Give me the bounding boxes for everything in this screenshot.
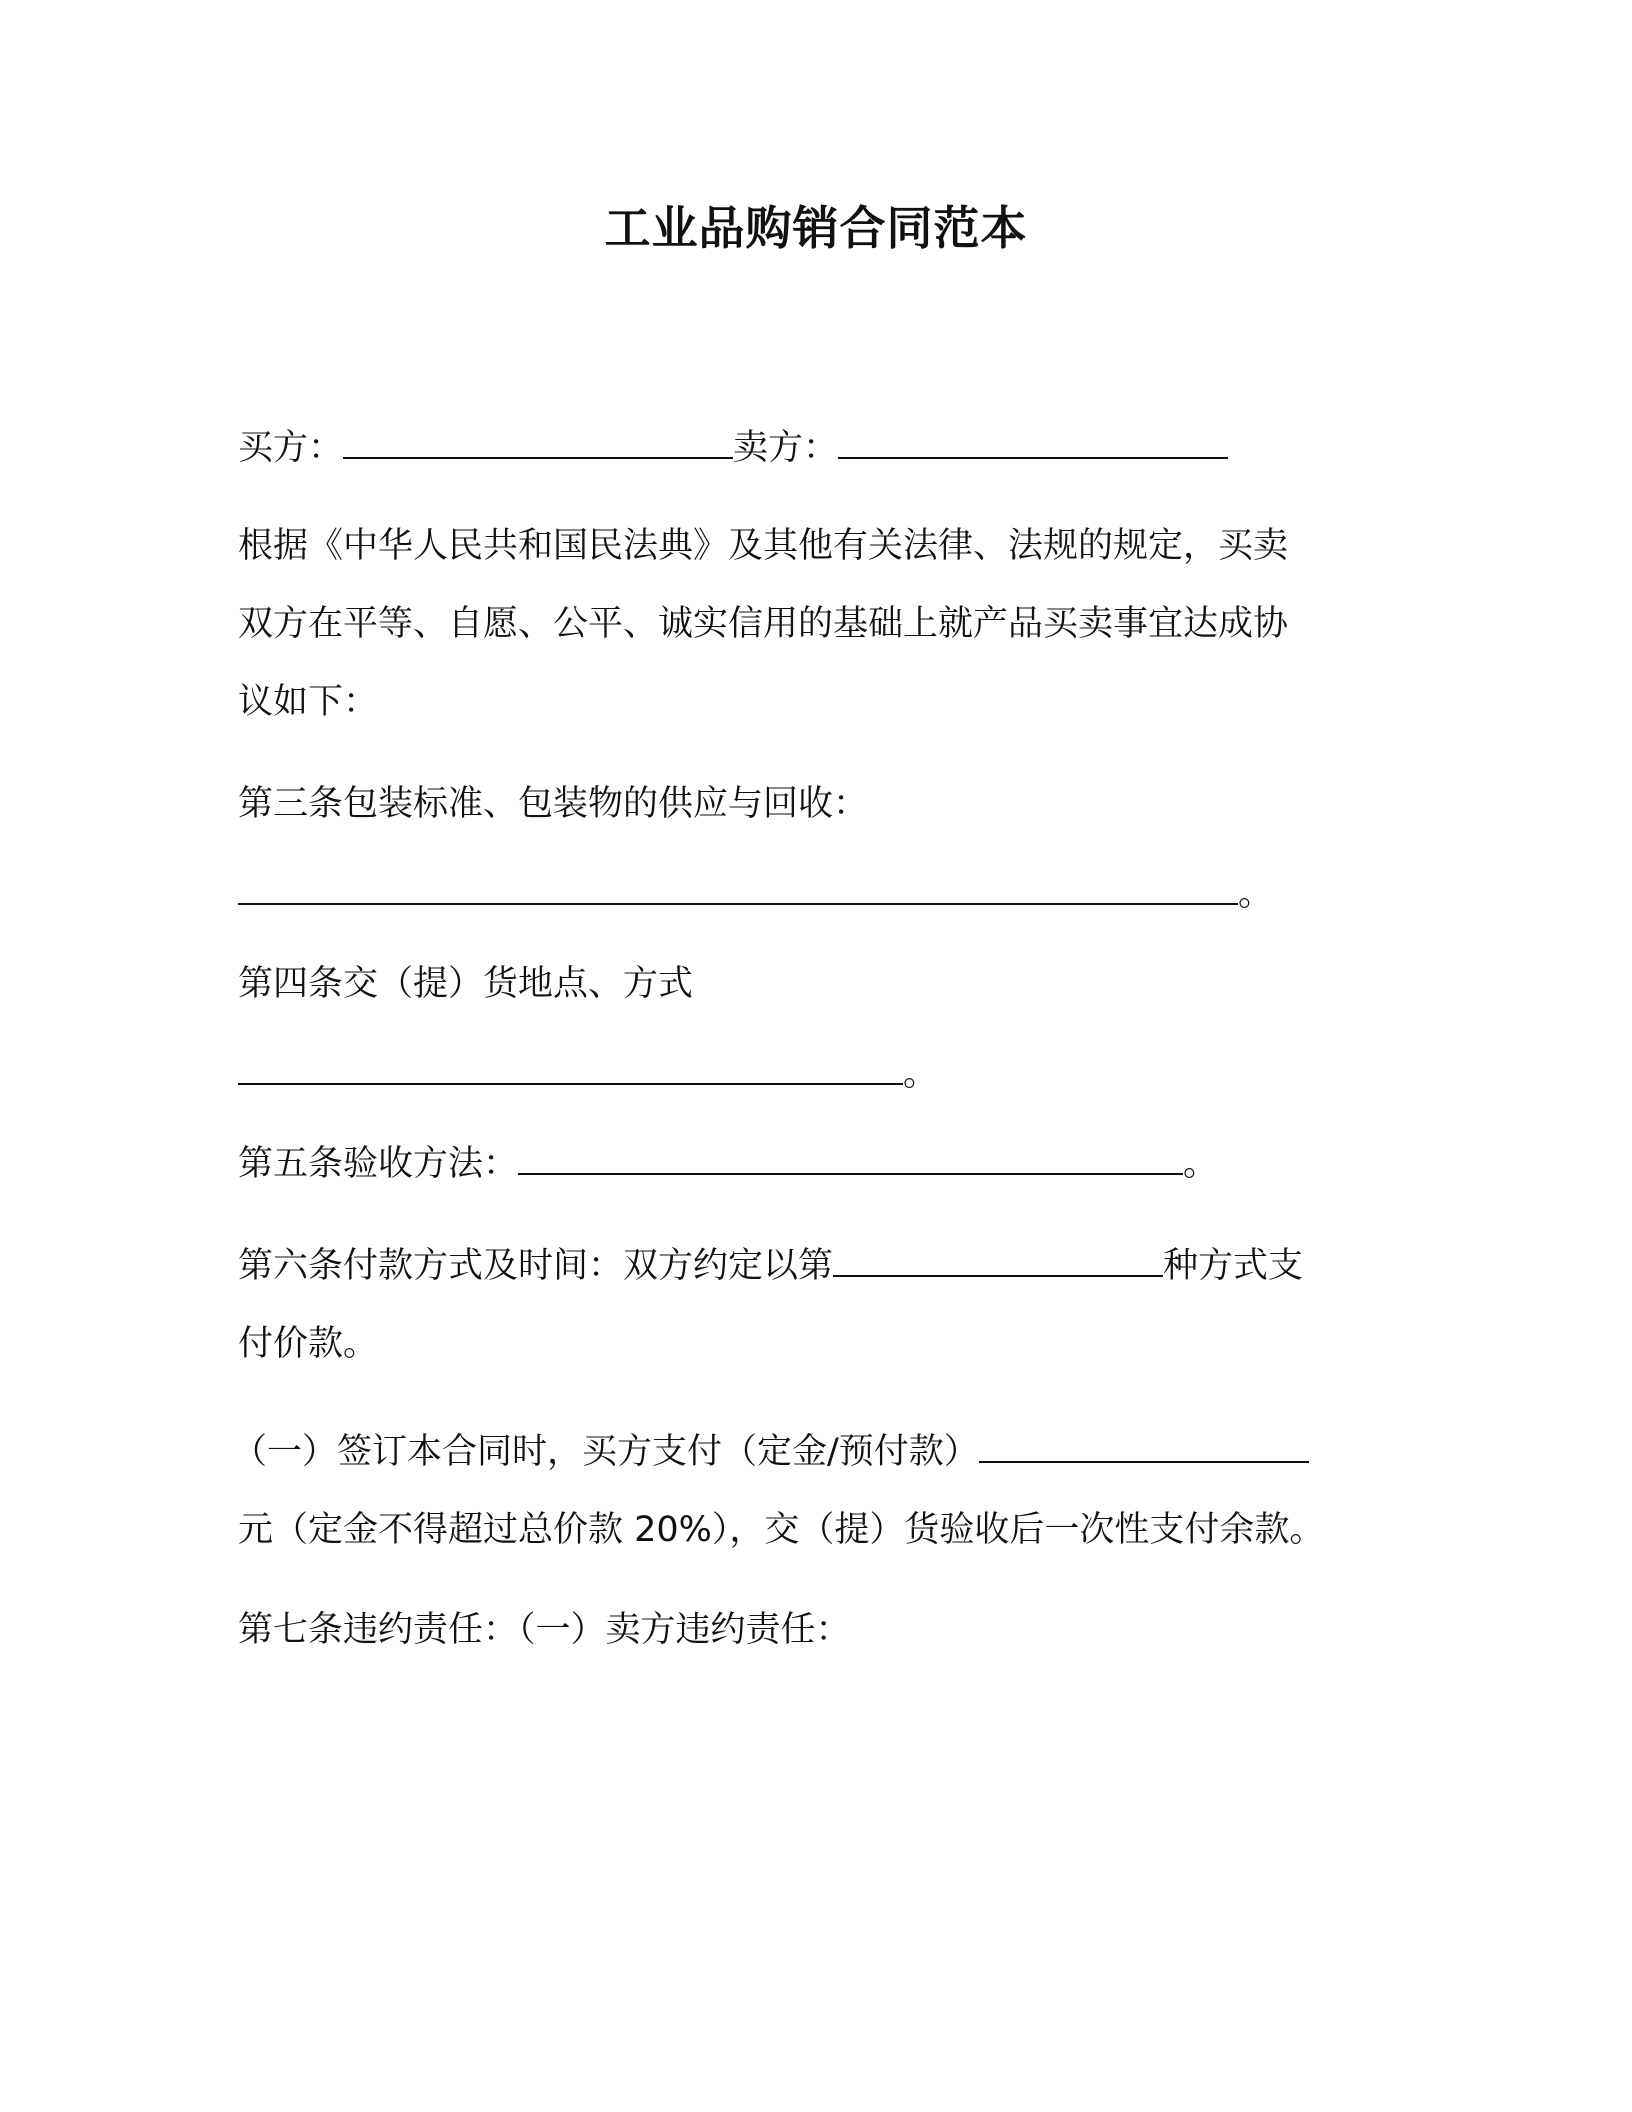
preamble-line-2: 双方在平等、自愿、公平、诚实信用的基础上就产品买卖事宜达成协	[238, 604, 1289, 644]
article3-heading: 第三条包装标准、包装物的供应与回收：	[238, 784, 869, 824]
article5-end: 。	[1183, 1144, 1219, 1184]
article4-fill-line	[238, 1050, 938, 1098]
preamble-line-1: 根据《中华人民共和国民法典》及其他有关法律、法规的规定，买卖	[238, 526, 1289, 566]
clause1-line-1	[232, 1428, 1309, 1476]
article5-line	[238, 1140, 1218, 1188]
preamble-line-3: 议如下：	[238, 682, 379, 722]
clause1-line-2: 元（定金不得超过总价款 20%），交（提）货验收后一次性支付余款。	[238, 1510, 1325, 1550]
article7-line: 第七条违约责任：（一）卖方违约责任：	[238, 1610, 851, 1650]
article5-blank[interactable]	[518, 1143, 1183, 1175]
article5-label: 第五条验收方法：	[238, 1144, 519, 1184]
buyer-blank[interactable]	[343, 427, 733, 459]
article4-blank[interactable]	[238, 1053, 903, 1085]
article3-fill-line	[238, 870, 1273, 918]
article6-start: 第六条付款方式及时间：双方约定以第	[238, 1246, 834, 1286]
parties-line	[238, 424, 1228, 472]
article6-blank[interactable]	[833, 1245, 1163, 1277]
article6-end: 种方式支	[1163, 1246, 1304, 1286]
clause1-start: （一）签订本合同时，买方支付（定金/预付款）	[232, 1432, 979, 1472]
article3-blank[interactable]	[238, 873, 1238, 905]
article6-line-2: 付价款。	[238, 1324, 379, 1364]
article4-end: 。	[903, 1054, 939, 1094]
article4-heading: 第四条交（提）货地点、方式	[238, 964, 694, 1004]
buyer-label: 买方：	[238, 428, 344, 468]
document-title: 工业品购销合同范本	[604, 201, 1028, 255]
seller-label: 卖方：	[733, 428, 839, 468]
clause1-blank[interactable]	[979, 1431, 1309, 1463]
article6-line-1	[238, 1242, 1303, 1290]
seller-blank[interactable]	[838, 427, 1228, 459]
article3-end: 。	[1238, 874, 1274, 914]
